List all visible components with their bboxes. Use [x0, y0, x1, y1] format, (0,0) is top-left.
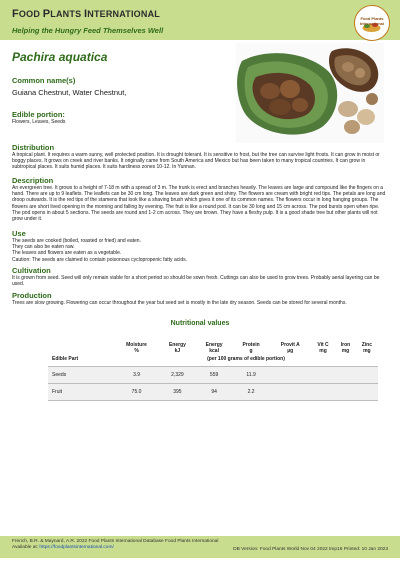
edible-portion-heading: Edible portion: [12, 110, 65, 119]
col-header: Zinc [361, 342, 372, 348]
use-heading: Use [12, 229, 26, 238]
use-line: Caution: The seeds are claimed to contain poisonous cyclopropenic fatty acids. [12, 256, 188, 263]
use-text [12, 238, 388, 263]
col-header: Moisture [126, 342, 147, 348]
col-header: Energy [168, 342, 186, 348]
col-unit: µg [287, 348, 294, 354]
citation-text: French, B.R. & Maynard, A.R. 2022 Food Plants International Database Food Plants International [12, 539, 219, 544]
col-header: Energy [205, 342, 223, 348]
description-heading: Description [12, 176, 54, 185]
nutrition-title: Nutritional values [170, 320, 230, 327]
org-name: FOOD PLANTS INTERNATIONAL [12, 8, 160, 20]
header-band [0, 0, 400, 40]
logo [354, 5, 390, 41]
use-line: The seeds are cooked (boiled, roasted or fried) and eaten. [12, 238, 141, 244]
col-unit: mg [319, 348, 327, 354]
footer-band [0, 536, 400, 558]
distribution-heading: Distribution [12, 143, 55, 152]
version-print-info: DB Version: Food Plants World Nov 04 2022 tmp16 Printed: 10 Jan 2023 [233, 547, 388, 552]
cell [356, 384, 378, 401]
cell [270, 384, 311, 401]
cell [356, 367, 378, 384]
cell [311, 384, 335, 401]
edible-portion-value: Flowers, Leaves, Seeds [12, 119, 66, 125]
logo-text: Food Plants International [359, 16, 384, 26]
production-heading: Production [12, 291, 52, 300]
cultivation-text: It is grown from seed. Seed will only remain viable for a short period so should be sown fresh. Cuttings can also be used to grow trees. Probably aerial layering can be used. [12, 275, 380, 288]
species-name: Pachira aquatica [12, 50, 108, 64]
production-text: Trees are slow growing. Flowering can occur throughout the year but seed set is mostly in the late dry season. Seeds can be stored for several months. [12, 300, 347, 306]
description-text: An evergreen tree. It grows to a height of 7-18 m with a spread of 3 m. The trunk is erect and branches heavily. The leaves are large and compound like the fingers on a hand. There are up to 9 leaflets. The leaflets can be 30 cm long. The leaves are dark green and shiny. The flowers are cream with bright red tips. The petals are long and droop outwards. It is the red tips of the stamens that look like a shaving brush which gives it one of its common names. The flowers occur in long hanging groups. The flowers are short lived opening in the morning and falling by evening. The fruit is like a round pod. It can be 30 long and 15 cm across. The pod bursts open when ripe. The pod opens in about 5 sections. The seeds are round and 1-2 cm across. They are brown. They have a fleshy pulp. It is a good shade tree but other plants will not grow under it. [12, 185, 386, 223]
nutrition-table [48, 338, 378, 401]
cell: 11.9 [232, 367, 269, 384]
table-row [48, 384, 378, 401]
common-names-heading: Common name(s) [12, 76, 76, 85]
common-names-value: Guiana Chestnut, Water Chestnut, [12, 88, 127, 97]
col-header: Protein [242, 342, 260, 348]
per-100g-note: (per 100 grams of edible portion) [207, 356, 285, 362]
table-row [48, 367, 378, 384]
cell [335, 384, 355, 401]
col-unit: g [249, 348, 253, 354]
distribution-text: A tropical plant. It requires a warm sunny, well protected position. It is drought tolerant. It is sensitive to frost, but the tree can survive light frosts. It can grow in moist or boggy places. It grows on creek and river banks. It originally came from South America and Mexico but has been taken to many tropical countries. It can grow in subtropical places. It suits humid places. It suits hardiness zones 10-12. In Yunnan. [12, 152, 380, 171]
citation [12, 539, 218, 551]
col-unit: kJ [174, 348, 181, 354]
cell: 2.2 [232, 384, 269, 401]
use-line: They can also be eaten raw. [12, 244, 75, 251]
cell: 395 [159, 384, 196, 401]
row-part: Fruit [48, 384, 114, 401]
tagline: Helping the Hungry Feed Themselves Well [12, 26, 164, 35]
col-unit: % [134, 348, 139, 354]
database-link[interactable]: https://foodplantsinternational.com/ [39, 545, 114, 550]
cell: 75.0 [114, 384, 159, 401]
col-unit: mg [363, 348, 371, 354]
cultivation-heading: Cultivation [12, 266, 51, 275]
cell [270, 367, 311, 384]
col-unit: kcal [209, 348, 219, 354]
seed-photo-illustration [236, 43, 384, 143]
edible-part-header: Edible Part [52, 356, 79, 362]
cell: 3.9 [114, 367, 159, 384]
col-unit: mg [341, 348, 350, 354]
cell: 2,329 [159, 367, 196, 384]
col-header: Vit C [317, 342, 329, 348]
seed-photo [236, 43, 384, 143]
cell: 559 [196, 367, 233, 384]
availability: Available at: https://foodplantsinternational.com/ [12, 545, 114, 550]
cell [335, 367, 355, 384]
use-line: The leaves and flowers are eaten as a vegetable. [12, 250, 122, 257]
cell [311, 367, 335, 384]
col-header: Iron [340, 342, 351, 348]
row-part: Seeds [48, 367, 114, 384]
cell: 94 [196, 384, 233, 401]
col-header: Provit A [280, 342, 300, 348]
